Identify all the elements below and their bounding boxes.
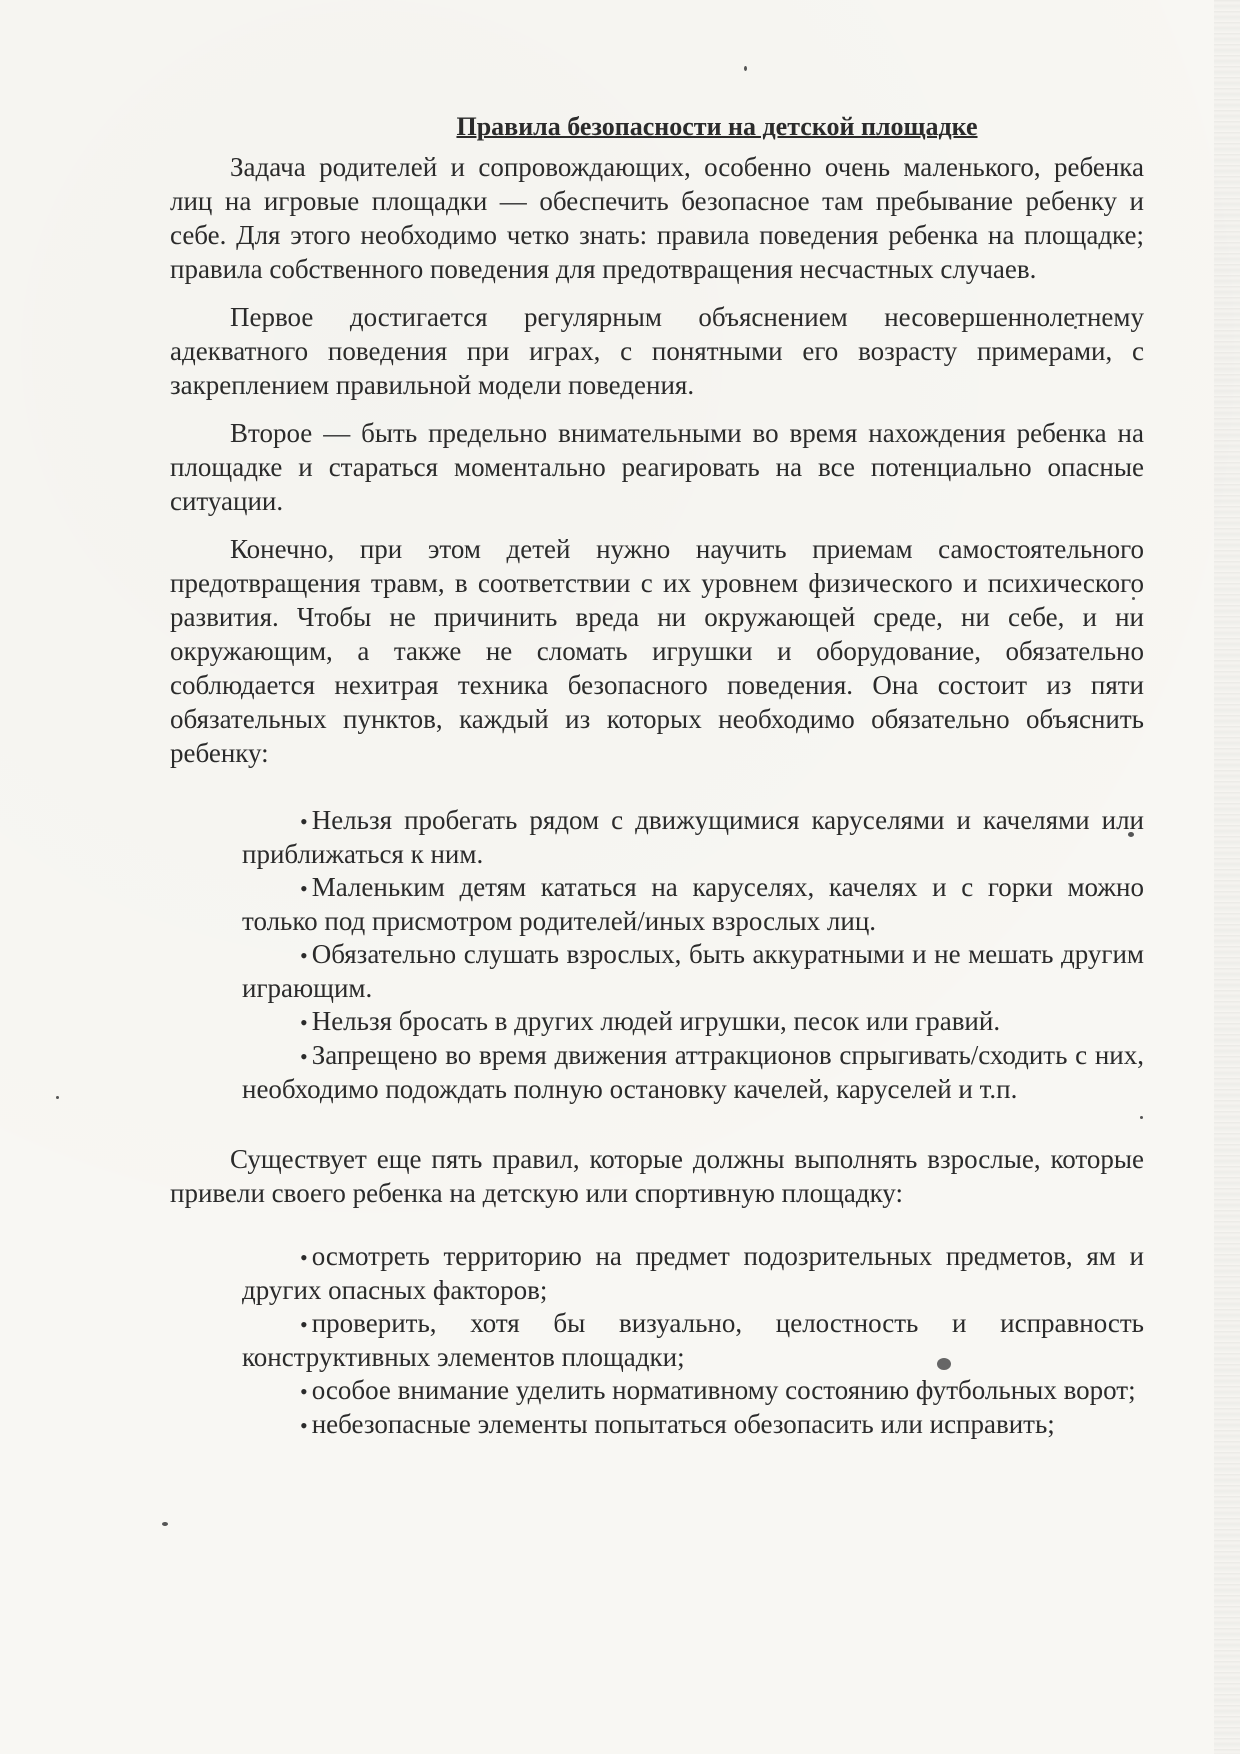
paragraph-1: Задача родителей и сопровождающих, особенно очень маленького, ребенка лиц на игровые площадки — обеспечить безопасное там пребывание ребенку и себе. Для этого необходимо четко знать: правила поведения ребенка на площадке; правила собственного поведения для предотвращения несчастных случаев. [170,152,1144,284]
list-item-text: проверить, хотя бы визуально, целостность и исправность конструктивных элементов площадки; [242,1308,1144,1372]
document-title: Правила безопасности на детской площадке [456,112,978,141]
list-item [242,1005,1144,1039]
bullet-icon: • [300,1379,308,1404]
bullet-icon: • [300,943,308,968]
list-item [242,938,1144,1005]
list-item-text: Запрещено во время движения аттракционов спрыгивать/сходить с них, необходимо подождать полную остановку качелей, каруселей и т.п. [242,1040,1144,1104]
bullet-icon: • [300,1312,308,1337]
bullet-icon: • [300,1010,308,1035]
bullet-icon: • [300,1413,308,1438]
list-item-text: особое внимание уделить нормативному состоянию футбольных ворот; [311,1375,1136,1405]
document-body [170,110,1144,1442]
list-item-text: осмотреть территорию на предмет подозрительных предметов, ям и других опасных факторов; [242,1241,1144,1305]
list-item [242,804,1144,871]
scan-speck [162,1522,168,1526]
scan-speck [56,1096,59,1099]
bullet-icon: • [300,1245,308,1270]
list-item-text: Нельзя бросать в других людей игрушки, песок или гравий. [311,1006,1001,1036]
bullet-icon: • [300,876,308,901]
list-item [242,871,1144,938]
adult-rules-list [242,1240,1144,1442]
paragraph-2: Первое достигается регулярным объяснением несовершеннолетнему адекватного поведения при играх, с понятными его возрасту примерами, с закреплением правильной модели поведения. [170,302,1144,400]
paragraph-4: Конечно, при этом детей нужно научить приемам самостоятельного предотвращения травм, в соответствии с их уровнем физического и психического развития. Чтобы не причинить вреда ни окружающей среде, ни себе, и ни окружающим, а также не сломать игрушки и оборудование, обязательно соблюдается нехитрая техника безопасного поведения. Она состоит из пяти обязательных пунктов, каждый из которых необходимо обязательно объяснить ребенку: [170,534,1144,768]
list-item [242,1240,1144,1307]
list-item [242,1039,1144,1106]
list-item-text: Обязательно слушать взрослых, быть аккуратными и не мешать другим играющим. [242,939,1144,1003]
paragraph-3: Второе — быть предельно внимательными во время нахождения ребенка на площадке и стараться моментально реагировать на все потенциально опасные ситуации. [170,418,1144,516]
adult-rules-intro: Существует еще пять правил, которые должны выполнять взрослые, которые привели своего ребенка на детскую или спортивную площадку: [170,1144,1144,1208]
bullet-icon: • [300,1044,308,1069]
bullet-icon: • [300,809,308,834]
scan-speck [744,66,747,71]
list-item [242,1374,1144,1408]
list-item-text: Маленьким детям кататься на каруселях, качелях и с горки можно только под присмотром родителей/иных взрослых лиц. [242,872,1144,936]
list-item [242,1307,1144,1374]
list-item-text: Нельзя пробегать рядом с движущимися каруселями и качелями или приближаться к ним. [242,805,1144,869]
child-rules-list [242,804,1144,1106]
list-item [242,1408,1144,1442]
list-item-text: небезопасные элементы попытаться обезопасить или исправить; [311,1409,1055,1439]
scan-edge-shadow [1214,0,1240,1754]
